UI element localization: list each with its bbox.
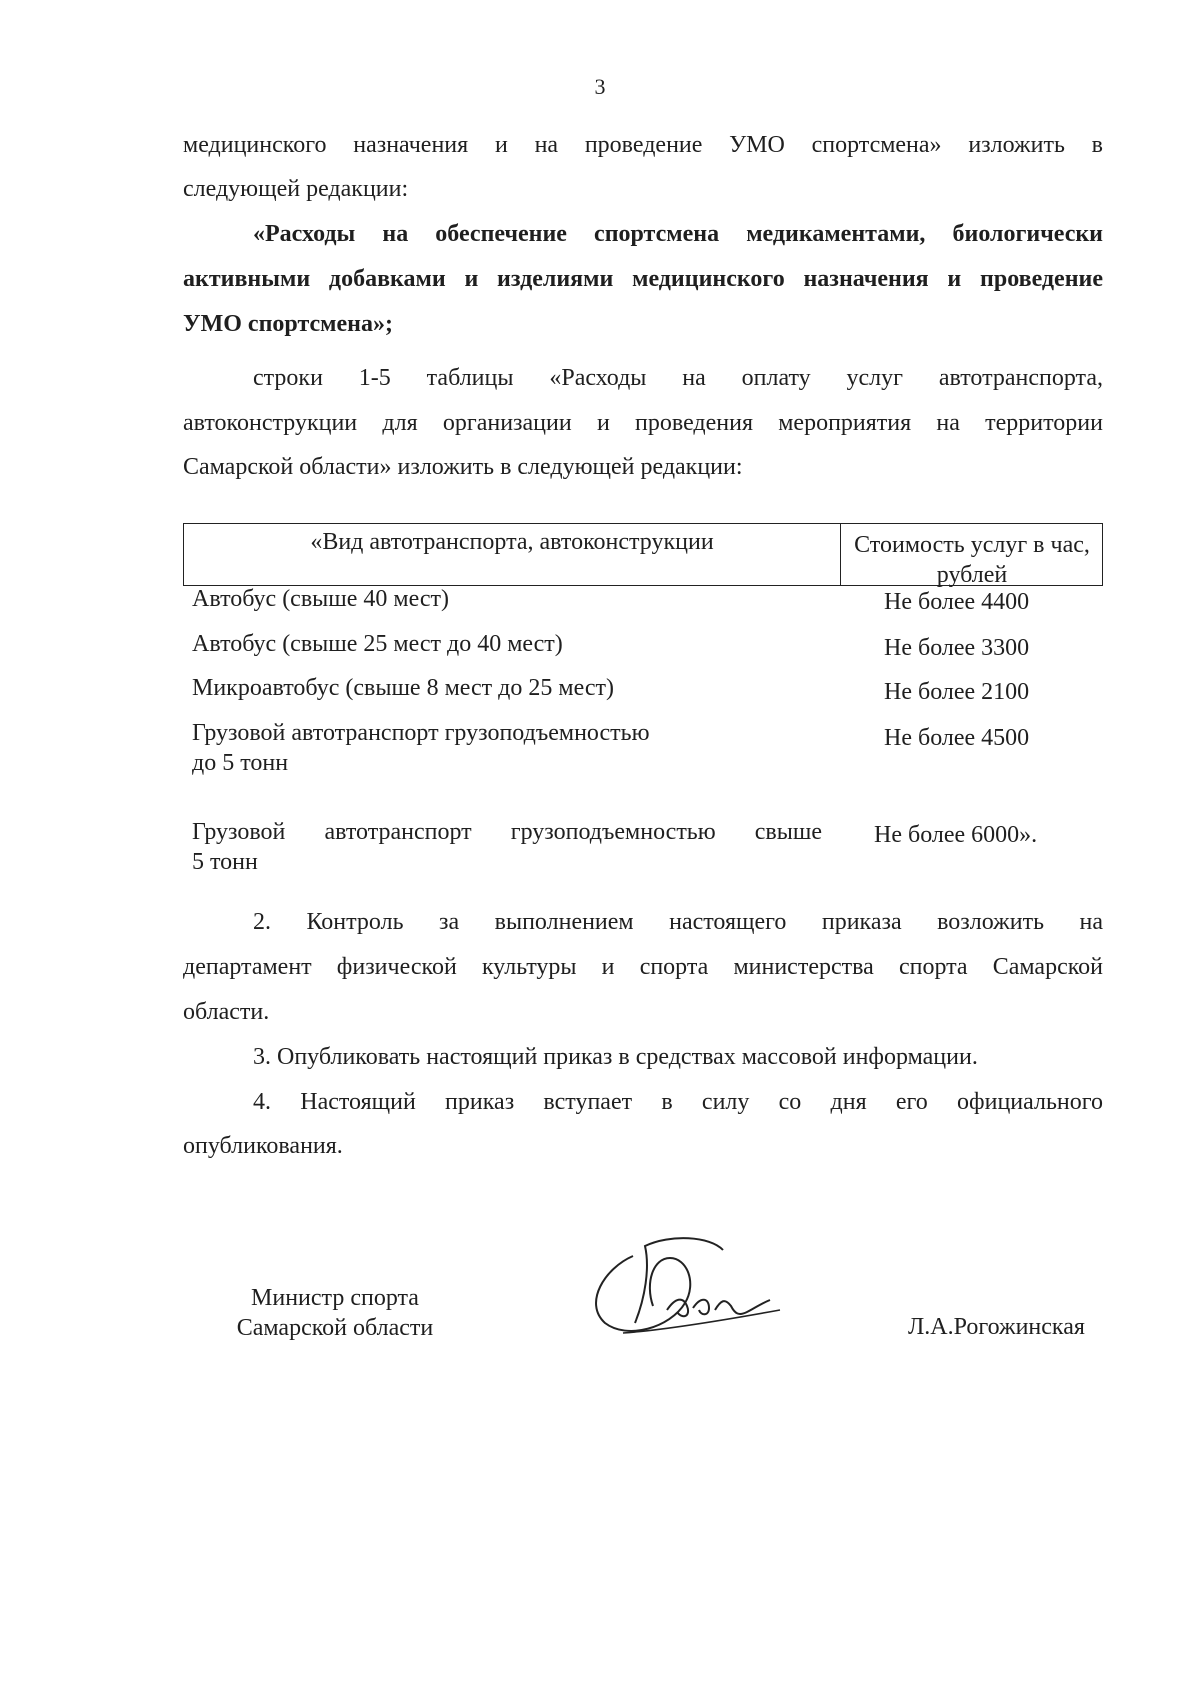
table-row-5-cost: Не более 6000». [874, 822, 1038, 848]
bold-heading-line-3: УМО спортсмена»; [183, 311, 393, 337]
table-row-1-cost: Не более 4400 [884, 589, 1030, 615]
table-row-5-type-line-1: Грузовой автотранспорт грузоподъемностью свыше [192, 819, 822, 845]
handwritten-signature [575, 1228, 795, 1348]
table-row-4-cost: Не более 4500 [884, 725, 1030, 751]
table-intro-line-1: строки 1-5 таблицы «Расходы на оплату услуг автотранспорта, [253, 365, 1103, 391]
table-header [183, 523, 1103, 586]
header-cost: Стоимость услуг в час, рублей [854, 532, 1090, 588]
table-header-divider [840, 524, 841, 585]
page-number: 3 [594, 74, 606, 99]
signatory-title-line-2: Самарской области [236, 1315, 434, 1341]
bold-heading-line-1: «Расходы на обеспечение спортсмена медикаментами, биологически [253, 221, 1103, 247]
table-row-1-type: Автобус (свыше 40 мест) [192, 586, 449, 612]
table-row-3-type: Микроавтобус (свыше 8 мест до 25 мест) [192, 675, 614, 701]
table-intro-line-3: Самарской области» изложить в следующей редакции: [183, 454, 743, 480]
item-2-line-1: 2. Контроль за выполнением настоящего приказа возложить на [253, 909, 1103, 935]
table-row-2-cost: Не более 3300 [884, 635, 1030, 661]
header-vehicle-type: «Вид автотранспорта, автоконструкции [310, 529, 714, 555]
signatory-title [200, 1283, 470, 1343]
signatory-title-line-1: Министр спорта [251, 1285, 419, 1311]
intro-line-2: следующей редакции: [183, 176, 409, 202]
table-row-4-type-line-1: Грузовой автотранспорт грузоподъемностью [192, 720, 650, 746]
item-3: 3. Опубликовать настоящий приказ в средствах массовой информации. [253, 1044, 978, 1070]
item-2-line-3: области. [183, 999, 270, 1025]
item-4-line-2: опубликования. [183, 1133, 343, 1159]
table-row-3-cost: Не более 2100 [884, 679, 1030, 705]
table-row-5-type-line-2: 5 тонн [192, 849, 258, 875]
table-row-4-type-line-2: до 5 тонн [192, 750, 289, 776]
table-intro-line-2: автоконструкции для организации и проведения мероприятия на территории [183, 410, 1103, 436]
signatory-name: Л.А.Рогожинская [908, 1314, 1085, 1340]
item-2-line-2: департамент физической культуры и спорта министерства спорта Самарской [183, 954, 1103, 980]
bold-heading-line-2: активными добавками и изделиями медицинского назначения и проведение [183, 266, 1103, 292]
item-4-line-1: 4. Настоящий приказ вступает в силу со дня его официального [253, 1089, 1103, 1115]
intro-line-1: медицинского назначения и на проведение УМО спортсмена» изложить в [183, 132, 1103, 158]
table-row-2-type: Автобус (свыше 25 мест до 40 мест) [192, 631, 563, 657]
